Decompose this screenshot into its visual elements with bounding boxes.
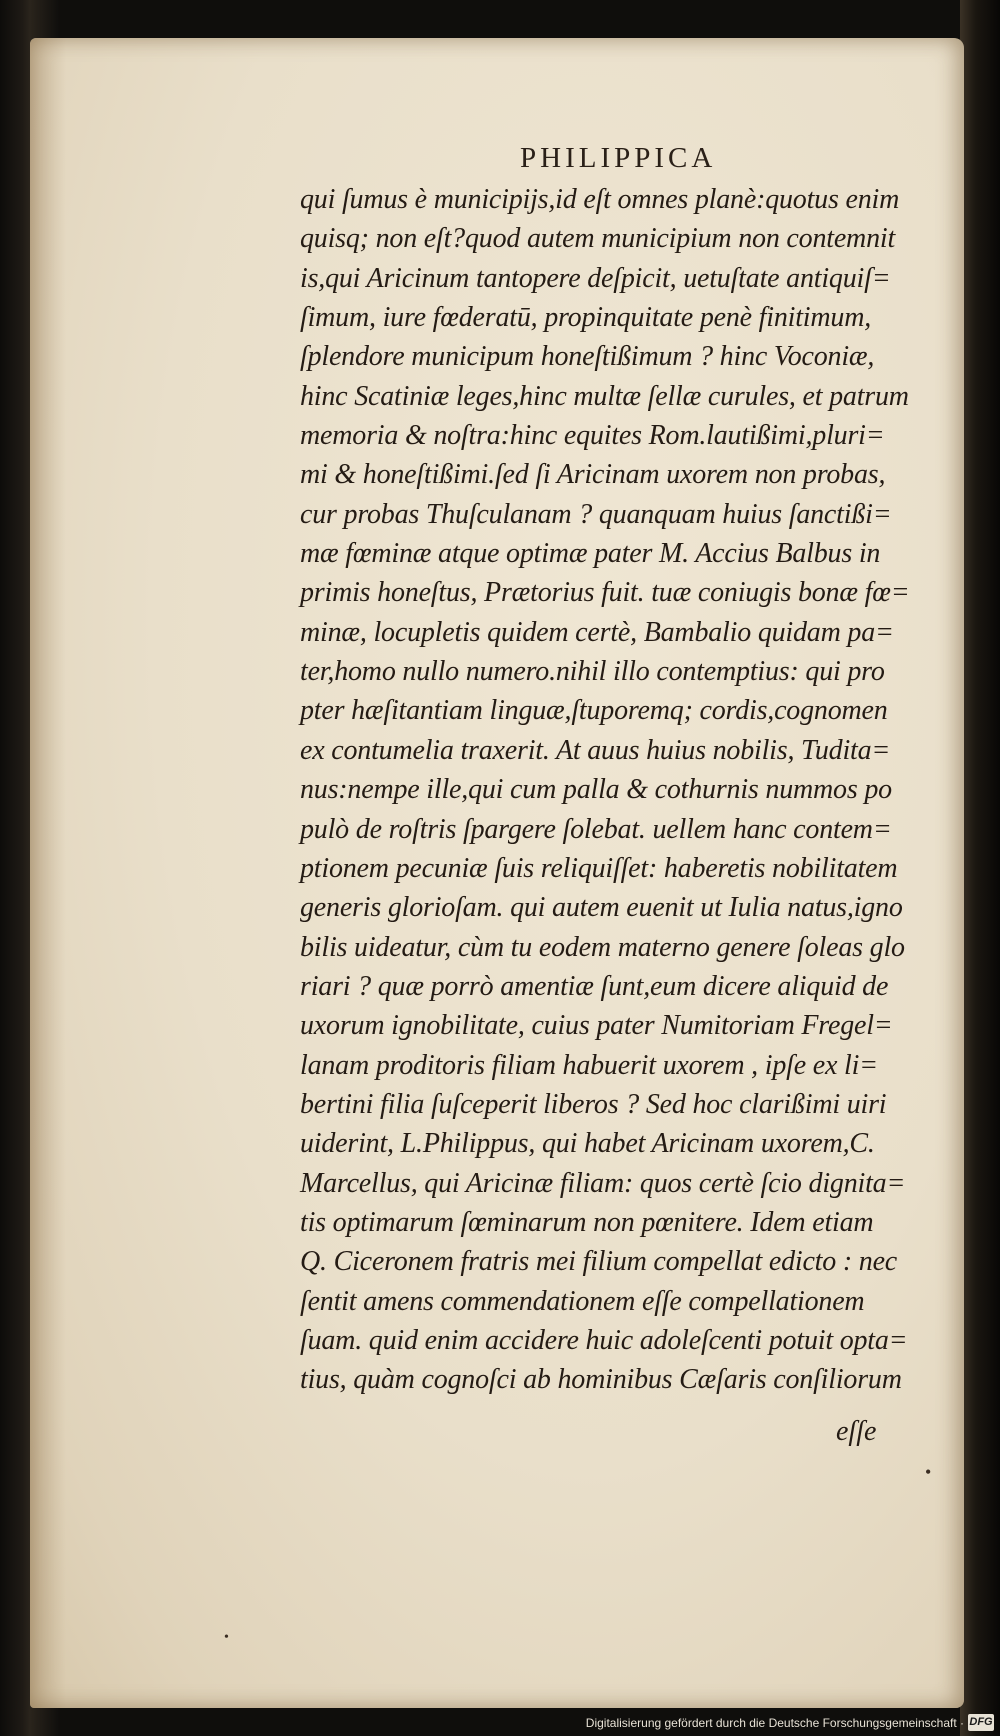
text-line: uxorum ignobilitate, cuius pater Numitoriam Fregel= <box>300 1010 893 1042</box>
text-line: ſuam. quid enim accidere huic adoleſcenti potuit opta= <box>300 1324 908 1356</box>
text-line: tius, quàm cognoſci ab hominibus Cæſaris conſiliorum <box>300 1364 902 1396</box>
text-line: lanam proditoris filiam habuerit uxorem , ipſe ex li= <box>300 1049 878 1081</box>
text-line: ptionem pecuniæ ſuis reliquiſſet: haberetis nobilitatem <box>300 852 898 884</box>
catchword: eſſe <box>836 1416 877 1447</box>
text-line: nus:nempe ille,qui cum palla & cothurnis nummos po <box>300 774 892 806</box>
text-line: generis glorioſam. qui autem euenit ut Iulia natus,igno <box>300 892 903 924</box>
text-line: tis optimarum ſœminarum non pœnitere. Idem etiam <box>300 1206 874 1238</box>
text-line: qui ſumus è municipijs,id eſt omnes planè:quotus enim <box>300 184 900 215</box>
book-edge <box>960 0 1000 1736</box>
dfg-logo: DFG <box>968 1714 994 1731</box>
printer-mark: • <box>224 1630 229 1645</box>
text-line: riari ? quæ porrò amentiæ ſunt,eum dicere aliquid de <box>300 970 889 1002</box>
text-line: is,qui Aricinum tantopere deſpicit, uetuſtate antiquiſ= <box>300 262 891 294</box>
text-line: Marcellus, qui Aricinæ filiam: quos certè ſcio dignita= <box>300 1167 906 1199</box>
text-line: quisq; non eſt?quod autem municipium non contemnit <box>300 223 896 255</box>
text-line: mi & honeſtißimi.ſed ſi Aricinam uxorem non probas, <box>300 459 886 491</box>
text-line: cur probas Thuſculanam ? quanquam huius ſanctißi= <box>300 498 892 530</box>
page-gutter-shadow <box>30 38 66 1708</box>
text-line: pter hæſitantiam linguæ,ſtuporemq; cordis,cognomen <box>300 695 888 727</box>
text-line: pulò de roſtris ſpargere ſolebat. uellem hanc contem= <box>300 813 892 845</box>
text-line: ſimum, iure fœderatū, propinquitate penè finitimum, <box>300 302 872 334</box>
text-line: uiderint, L.Philippus, qui habet Aricinam uxorem,C. <box>300 1128 875 1160</box>
text-line: minæ, locupletis quidem certè, Bambalio quidam pa= <box>300 616 894 648</box>
main-text <box>300 180 932 1400</box>
printer-mark: • <box>925 1462 932 1482</box>
text-line: ex contumelia traxerit. At auus huius nobilis, Tudita= <box>300 734 891 766</box>
text-line: Q. Ciceronem fratris mei filium compellat edicto : nec <box>300 1246 898 1278</box>
text-line: mæ fœminæ atque optimæ pater M. Accius Balbus in <box>300 538 881 570</box>
text-line: hinc Scatiniæ leges,hinc multæ ſellæ curules, et patrum <box>300 380 909 412</box>
text-line: bilis uideatur, cùm tu eodem materno genere ſoleas glo <box>300 931 905 963</box>
text-line: memoria & noſtra:hinc equites Rom.lautißimi,pluri= <box>300 420 885 452</box>
text-line: ſentit amens commendationem eſſe compellationem <box>300 1285 865 1317</box>
running-head: PHILIPPICA <box>520 142 717 174</box>
footer-credit: Digitalisierung gefördert durch die Deutsche Forschungsgemeinschaft · <box>585 1716 964 1730</box>
text-line: primis honeſtus, Prætorius fuit. tuæ coniugis bonæ fœ= <box>300 577 910 609</box>
text-line: bertini filia ſuſceperit liberos ? Sed hoc clarißimi uiri <box>300 1088 887 1120</box>
text-line: ter,homo nullo numero.nihil illo contemptius: qui pro <box>300 656 885 688</box>
text-line: ſplendore municipum honeſtißimum ? hinc Voconiæ, <box>300 341 875 373</box>
